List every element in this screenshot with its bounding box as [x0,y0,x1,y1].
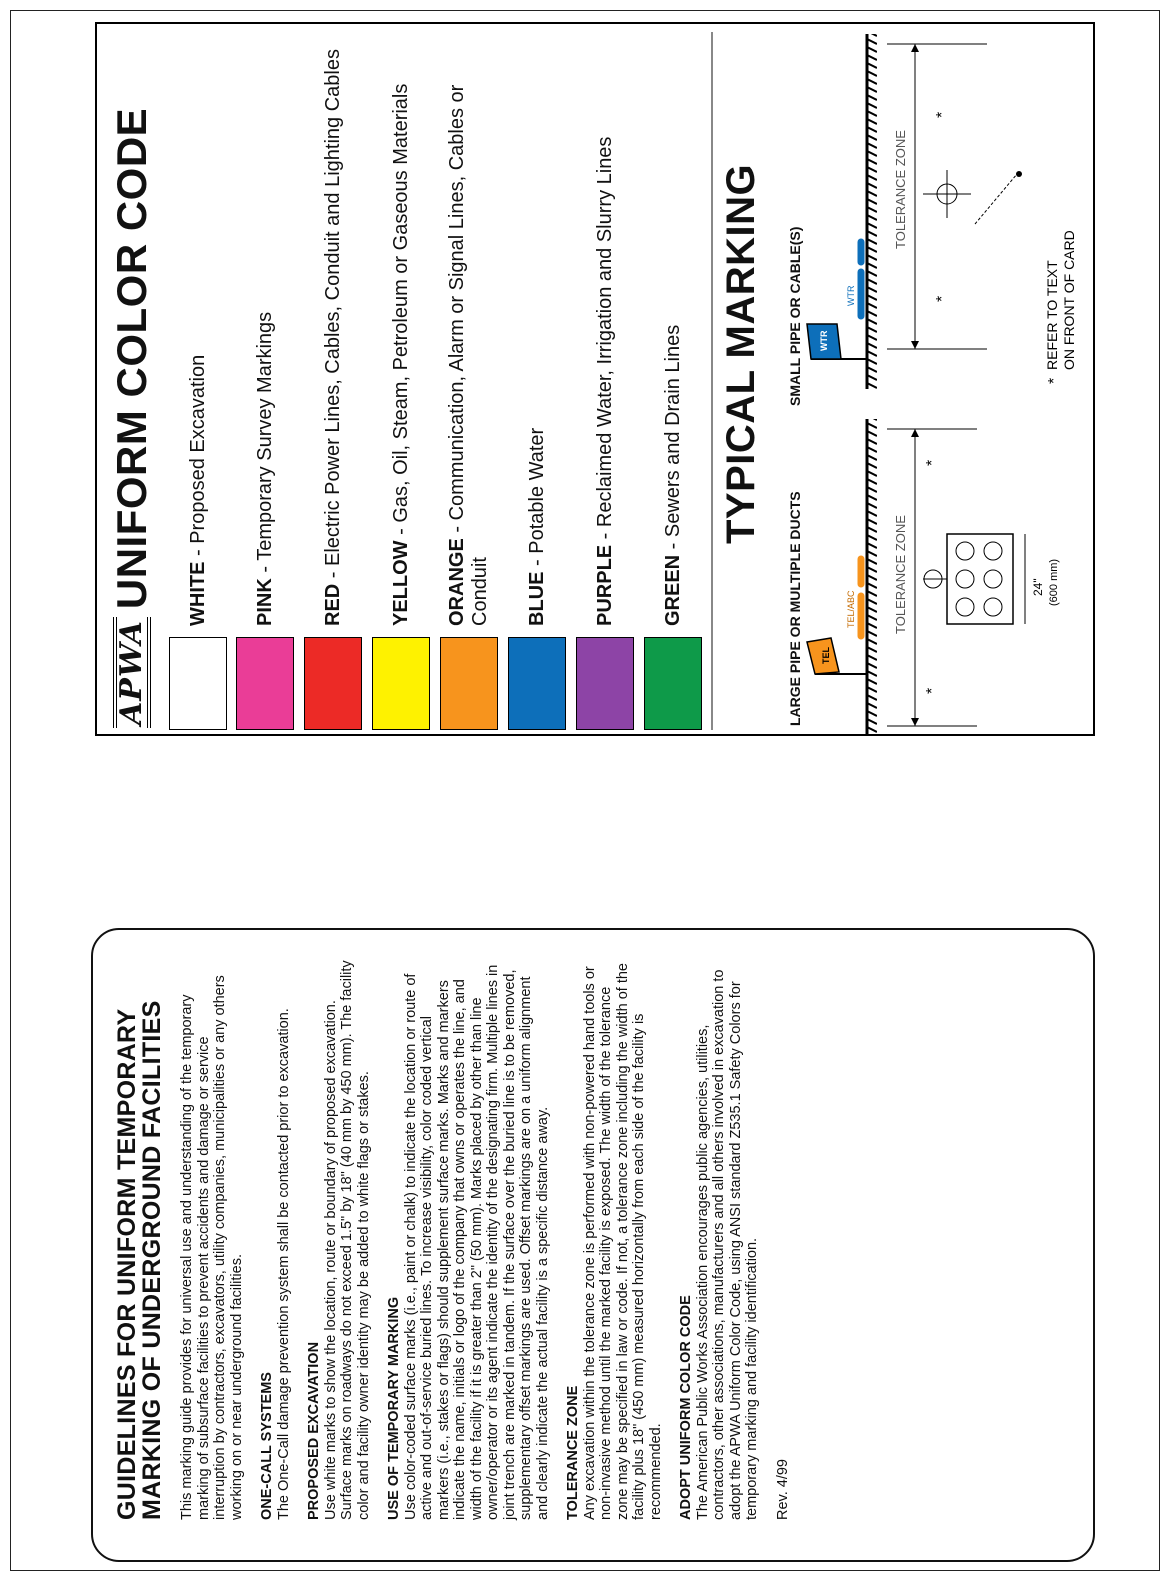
section-heading: PROPOSED EXCAVATION [306,1341,322,1520]
section-divider [711,32,713,730]
color-row-green [642,32,704,730]
section-body: Use white marks to show the location, route or boundary of proposed excavation. Surface marks on roadways do not exceed 1.5" by 18" (40 mm by 450 mm). The facility color and facility owner identity may be added to white flags or stakes. [322,960,372,1520]
apwa-logo: APWA [113,617,151,728]
color-desc: - Gas, Oil, Steam, Petroleum or Gaseous Materials [389,83,412,541]
orange-flag-icon [807,638,867,674]
blue-flag-icon [807,324,867,359]
color-row-pink [234,32,296,730]
color-row-yellow [370,32,432,730]
color-desc: - Potable Water [525,427,548,572]
swatch-yellow [372,637,430,730]
color-code-card-content [97,24,1093,734]
section-heading: USE OF TEMPORARY MARKING [386,1296,402,1520]
guidelines-title-line-1: GUIDELINES FOR UNIFORM TEMPORARY [113,1008,141,1520]
typical-marking-diagram [797,24,1093,734]
color-name: WHITE [186,561,209,626]
color-desc: - Temporary Survey Markings [253,311,276,579]
large-pipe-label: LARGE PIPE OR MULTIPLE DUCTS [787,491,803,726]
swatch-purple [576,637,634,730]
color-row-blue [506,32,568,730]
tolerance-zone-label: TOLERANCE ZONE [893,130,908,249]
swatch-red [304,637,362,730]
note-line-2: ON FRONT OF CARD [1061,230,1077,370]
section-body: Use color-coded surface marks (i.e., paint or chalk) to indicate the location or route of active and out-of-service buried lines. To increase visibility, color coded vertical markers (i.e., stakes or flags) should supplement surface marks. Marks and markers indicate the name, initials or logo of the company that owns or operates the line, and width of the facility if it is greater than 2" (50 mm). Marks placed by other than line owner/operator or its agent indicate the identity of the designating firm. Multiple lines in joint trench are marked in tandem. If the surface over the buried line is to be removed, supplementary offset markings are used. Offset markings are on a uniform alignment and clearly indicate the actual facility is a specific distance away. [402,964,551,1520]
color-name: YELLOW [389,540,412,626]
card-header [101,28,163,728]
section-body: The American Public Works Association encourages public agencies, utilities, contractors, other associations, manufacturers and all others involved in excavation to adopt the APWA Uniform Color Code, using ANSI standard Z535.1 Safety Colors for temporary marking and facility identification. [694,969,760,1520]
guidelines-title-line-2: MARKING OF UNDERGROUND FACILITIES [138,1000,166,1520]
color-desc: - Reclaimed Water, Irrigation and Slurry Lines [593,136,616,545]
color-desc: - Electric Power Lines, Cables, Conduit and Lighting Cables [321,49,344,584]
dimension-mm: (600 mm) [1048,558,1060,606]
svg-text:*: * [1046,377,1063,384]
section-proposed-excavation [306,960,372,1520]
guidelines-box [91,928,1095,1562]
card-title: UNIFORM COLOR CODE [108,107,155,610]
paint-label: WTR [846,285,856,306]
swatch-green [644,637,702,730]
color-row-orange [438,32,500,730]
color-row-white [167,32,229,730]
color-name: ORANGE [446,538,468,626]
svg-text:*: * [934,295,951,302]
section-body: Any excavation within the tolerance zone is performed with non-powered hand tools or non-invasive method until the marked facility is exposed. The width of the tolerance zone may be specified in law or code. If not, a tolerance zone including the width of the facility plus 18" (450 mm) measured horizontally from each side of the facility is recommended. [581,963,664,1520]
guidelines-content [93,930,1093,1560]
tolerance-zone-label: TOLERANCE ZONE [893,515,908,634]
svg-text:*: * [934,111,951,118]
tolerance-zone-large [887,429,1060,726]
tolerance-zone-small [887,44,1022,349]
section-one-call [259,960,292,1520]
flag-label: TEL [821,647,831,664]
color-name: PURPLE [593,544,616,626]
section-heading: ADOPT UNIFORM COLOR CODE [678,1295,694,1520]
guidelines-title [115,960,165,1520]
color-code-card [95,22,1095,736]
dimension-inches: 24" [1031,578,1045,596]
swatch-blue [508,637,566,730]
svg-text:*: * [924,687,941,694]
swatch-white [169,637,227,730]
swatch-pink [236,637,294,730]
blue-paint-marks [846,242,861,316]
note-line-1: REFER TO TEXT [1044,260,1060,370]
color-name: GREEN [661,554,684,626]
color-name: BLUE [525,571,548,626]
orange-paint-marks [846,559,861,636]
revision-note: Rev. 4/99 [774,1459,791,1520]
color-desc: - Proposed Excavation [186,354,209,562]
section-body: The One-Call damage prevention system shall be contacted prior to excavation. [275,1008,292,1520]
ground-surface [867,34,877,734]
small-pipe-label: SMALL PIPE OR CABLE(S) [787,226,803,406]
guidelines-intro: This marking guide provides for universal use and understanding of the temporary marking of subsurface facilities to prevent accidents and damage or service interruption by contractors, excavators, utility companies, municipalities or any others working on or near underground facilities. [179,975,245,1520]
color-name: PINK [253,578,276,626]
swatch-orange [440,637,498,730]
svg-text:*: * [924,459,941,466]
color-desc: - Communication, Alarm or Signal Lines, Cables or Conduit [446,84,491,626]
flag-label: WTR [819,330,829,351]
color-row-red [302,32,364,730]
typical-marking-title: TYPICAL MARKING [719,163,763,544]
section-adopt-color-code [678,960,761,1520]
color-desc: - Sewers and Drain Lines [661,324,684,555]
section-temporary-marking [386,960,551,1520]
section-heading: TOLERANCE ZONE [565,1385,581,1520]
color-row-purple [574,32,636,730]
section-tolerance-zone [565,960,664,1520]
color-name: RED [321,583,344,626]
paint-label: TEL/ABC [846,590,856,628]
section-heading: ONE-CALL SYSTEMS [259,1372,275,1520]
